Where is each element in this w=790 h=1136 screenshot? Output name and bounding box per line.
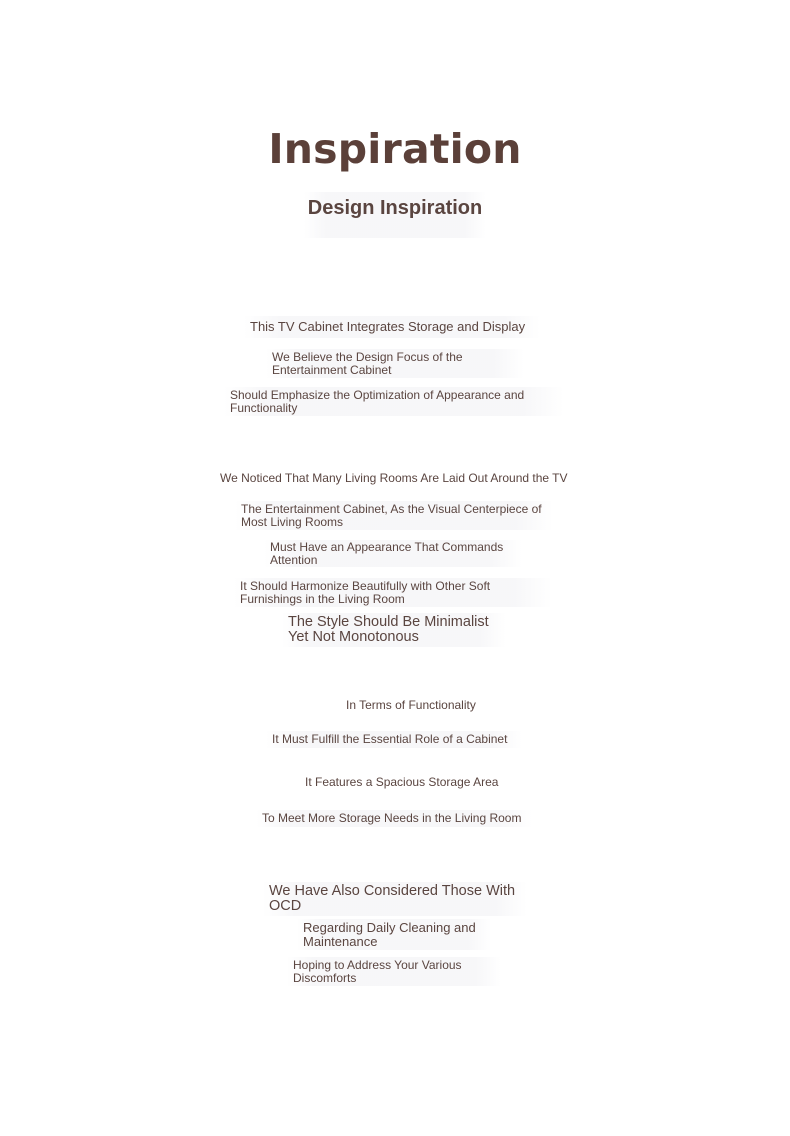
section4-line2: Hoping to Address Your Various Discomforts xyxy=(287,957,501,986)
section3-line2: It Features a Spacious Storage Area xyxy=(305,775,499,789)
section2-line1: The Entertainment Cabinet, As the Visual Centerpiece of Most Living Rooms xyxy=(235,501,553,530)
section4-heading: We Have Also Considered Those With OCD xyxy=(263,882,527,916)
section2-heading: We Noticed That Many Living Rooms Are Laid Out Around the TV xyxy=(220,471,568,485)
page-subtitle: Design Inspiration xyxy=(304,192,486,238)
section1-line2: Should Emphasize the Optimization of Appearance and Functionality xyxy=(224,387,564,416)
section2-line3: It Should Harmonize Beautifully with Other Soft Furnishings in the Living Room xyxy=(234,578,552,607)
section3-heading: In Terms of Functionality xyxy=(346,698,476,712)
section4-line1: Regarding Daily Cleaning and Maintenance xyxy=(297,919,491,950)
section2-line4: The Style Should Be Minimalist Yet Not Monotonous xyxy=(282,613,506,647)
page-title: Inspiration xyxy=(268,125,522,173)
section2-line2: Must Have an Appearance That Commands Attention xyxy=(264,540,522,567)
section1-heading: This TV Cabinet Integrates Storage and Display xyxy=(244,316,540,338)
section1-line1: We Believe the Design Focus of the Entertainment Cabinet xyxy=(266,349,524,378)
section3-line3: To Meet More Storage Needs in the Living Room xyxy=(256,810,532,827)
section3-line1: It Must Fulfill the Essential Role of a Cabinet xyxy=(266,731,522,748)
